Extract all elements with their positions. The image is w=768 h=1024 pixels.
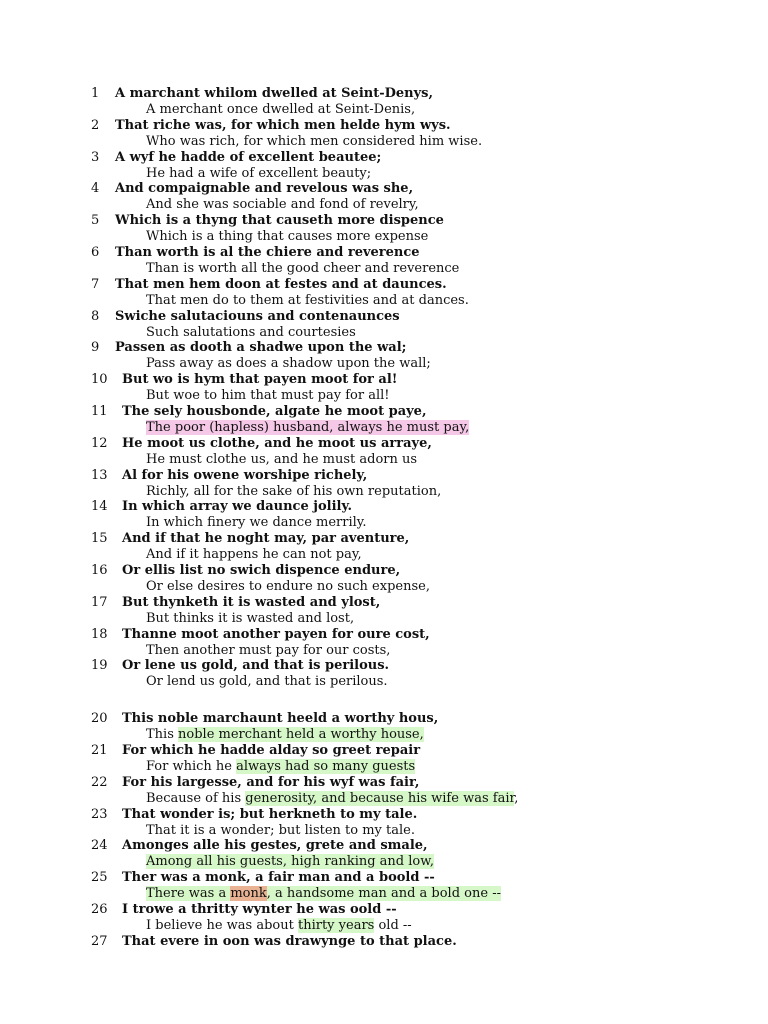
translation-line: [146, 579, 430, 595]
translation-segment: Pass away as does a shadow upon the wall;: [146, 356, 431, 372]
middle-english-line: And if that he noght may, par aventure,: [122, 531, 410, 547]
translation-segment: Than is worth all the good cheer and reverence: [146, 261, 460, 276]
highlighted-text: , a handsome man and a bold one --: [266, 886, 501, 902]
line-number: 3: [91, 149, 100, 165]
translation-line: [146, 611, 354, 627]
middle-english-line: But thynketh it is wasted and ylost,: [122, 594, 381, 610]
translation-segment: Such salutations and courtesies: [146, 324, 356, 340]
middle-english-line: That wonder is; but herkneth to my tale.: [122, 806, 418, 822]
line-number: 20: [91, 711, 108, 727]
middle-english-line: For his largesse, and for his wyf was fair,: [122, 774, 420, 790]
translation-segment: ,: [514, 790, 519, 806]
translation-segment: That it is a wonder; but listen to my tale.: [146, 822, 415, 838]
line-number: 9: [91, 340, 100, 356]
line-number: 24: [91, 838, 108, 854]
middle-english-line: A wyf he hadde of excellent beautee;: [115, 149, 382, 165]
translation-segment: old --: [374, 918, 412, 933]
middle-english-line: That riche was, for which men helde hym wys.: [115, 117, 451, 133]
line-number: 15: [91, 531, 108, 547]
translation-segment: This: [146, 727, 179, 743]
translation-line: [146, 388, 390, 404]
middle-english-line: Or ellis list no swich dispence endure,: [122, 563, 401, 578]
highlighted-text: Among all his guests, high ranking and low,: [146, 854, 434, 870]
middle-english-line: That men hem doon at festes and at daunces.: [115, 276, 447, 292]
translation-line: [146, 823, 415, 839]
middle-english-line: Which is a thyng that causeth more dispence: [115, 213, 444, 229]
middle-english-line: Ther was a monk, a fair man and a boold --: [122, 870, 435, 886]
translation-segment: He had a wife of excellent beauty;: [146, 165, 372, 181]
translation-line: [146, 918, 412, 934]
middle-english-line: Amonges alle his gestes, grete and smale,: [122, 838, 428, 854]
line-number: 8: [91, 308, 100, 324]
middle-english-line: Passen as dooth a shadwe upon the wal;: [115, 340, 407, 356]
highlighted-text: monk: [230, 886, 267, 902]
translation-line: [146, 886, 501, 902]
line-number: 5: [91, 213, 100, 229]
middle-english-line: In which array we daunce jolily.: [122, 499, 353, 515]
highlighted-text: thirty years: [297, 918, 375, 933]
translation-segment: And if it happens he can not pay,: [146, 547, 362, 563]
line-number: 23: [91, 806, 108, 822]
translation-line: [146, 134, 482, 150]
middle-english-line: This noble marchaunt heeld a worthy hous,: [122, 711, 439, 727]
middle-english-line: For which he hadde alday so greet repair: [122, 743, 421, 758]
translation-segment: I believe he was about: [146, 918, 298, 933]
line-number: 19: [91, 658, 108, 674]
translation-segment: And she was sociable and fond of revelry,: [146, 197, 419, 213]
translation-line: [146, 547, 362, 563]
line-number: 16: [91, 563, 108, 578]
middle-english-line: That evere in oon was drawynge to that place.: [122, 933, 457, 949]
middle-english-line: But wo is hym that payen moot for al!: [122, 372, 398, 388]
translation-line: [146, 452, 417, 468]
line-number: 26: [91, 902, 108, 917]
translation-segment: In which finery we dance merrily.: [146, 515, 367, 531]
middle-english-line: And compaignable and revelous was she,: [115, 181, 414, 197]
highlighted-text: noble merchant held a worthy house,: [178, 727, 424, 743]
line-number: 2: [91, 117, 100, 133]
highlighted-text: The poor (hapless) husband, always he must pay,: [146, 420, 470, 435]
line-number: 11: [91, 404, 108, 419]
translation-segment: Who was rich, for which men considered him wise.: [146, 133, 483, 149]
line-number: 21: [91, 743, 108, 758]
line-number: 17: [91, 594, 108, 610]
line-number: 6: [91, 245, 100, 260]
line-number: 25: [91, 870, 108, 886]
translation-line: [146, 674, 388, 690]
translation-segment: Which is a thing that causes more expense: [146, 229, 429, 245]
translation-line: [146, 229, 428, 245]
line-number: 27: [91, 933, 108, 949]
line-number: 1: [91, 86, 100, 101]
translation-line: [146, 484, 441, 500]
line-number: 14: [91, 499, 108, 515]
translation-line: [146, 166, 371, 182]
translation-line: [146, 293, 469, 309]
translation-line: [146, 515, 367, 531]
highlighted-text: There was a: [146, 886, 231, 902]
middle-english-line: Or lene us gold, and that is perilous.: [122, 658, 390, 674]
translation-segment: But woe to him that must pay for all!: [146, 388, 390, 404]
translation-segment: Because of his: [146, 790, 246, 806]
line-number: 18: [91, 626, 108, 642]
middle-english-line: I trowe a thritty wynter he was oold --: [122, 902, 397, 917]
middle-english-line: A marchant whilom dwelled at Seint-Denys,: [115, 86, 433, 101]
line-number: 12: [91, 435, 108, 451]
highlighted-text: generosity, and because his wife was fair: [245, 790, 515, 806]
line-number: 22: [91, 774, 108, 790]
translation-line: [146, 791, 518, 807]
middle-english-line: Than worth is al the chiere and reverence: [115, 245, 420, 260]
line-number: 10: [91, 372, 108, 388]
translation-line: [146, 102, 415, 118]
line-number: 7: [91, 276, 100, 292]
line-number: 13: [91, 467, 108, 483]
translation-line: [146, 356, 431, 372]
translation-segment: Or else desires to endure no such expense,: [146, 579, 430, 594]
translation-segment: For which he: [146, 759, 237, 774]
translation-line: [146, 261, 459, 277]
middle-english-line: Thanne moot another payen for oure cost,: [122, 626, 430, 642]
translation-segment: He must clothe us, and he must adorn us: [146, 451, 418, 467]
middle-english-line: He moot us clothe, and he moot us arraye,: [122, 435, 432, 451]
highlighted-text: always had so many guests: [236, 759, 416, 774]
translation-segment: Then another must pay for our costs,: [146, 642, 391, 658]
translation-line: [146, 727, 424, 743]
translation-segment: Richly, all for the sake of his own reputation,: [146, 483, 442, 499]
middle-english-line: Swiche salutaciouns and contenaunces: [115, 308, 400, 324]
translation-segment: That men do to them at festivities and at dances.: [146, 292, 469, 308]
middle-english-line: Al for his owene worshipe richely,: [122, 467, 368, 483]
translation-line: [146, 759, 415, 775]
translation-segment: Or lend us gold, and that is perilous.: [146, 674, 388, 690]
middle-english-line: The sely housbonde, algate he moot paye,: [122, 404, 427, 419]
translation-line: [146, 420, 469, 436]
translation-line: [146, 197, 419, 213]
translation-segment: A merchant once dwelled at Seint-Denis,: [146, 102, 416, 117]
translation-line: [146, 325, 356, 341]
translation-line: [146, 854, 434, 870]
translation-segment: But thinks it is wasted and lost,: [146, 610, 355, 626]
line-number: 4: [91, 181, 100, 197]
translation-line: [146, 643, 390, 659]
